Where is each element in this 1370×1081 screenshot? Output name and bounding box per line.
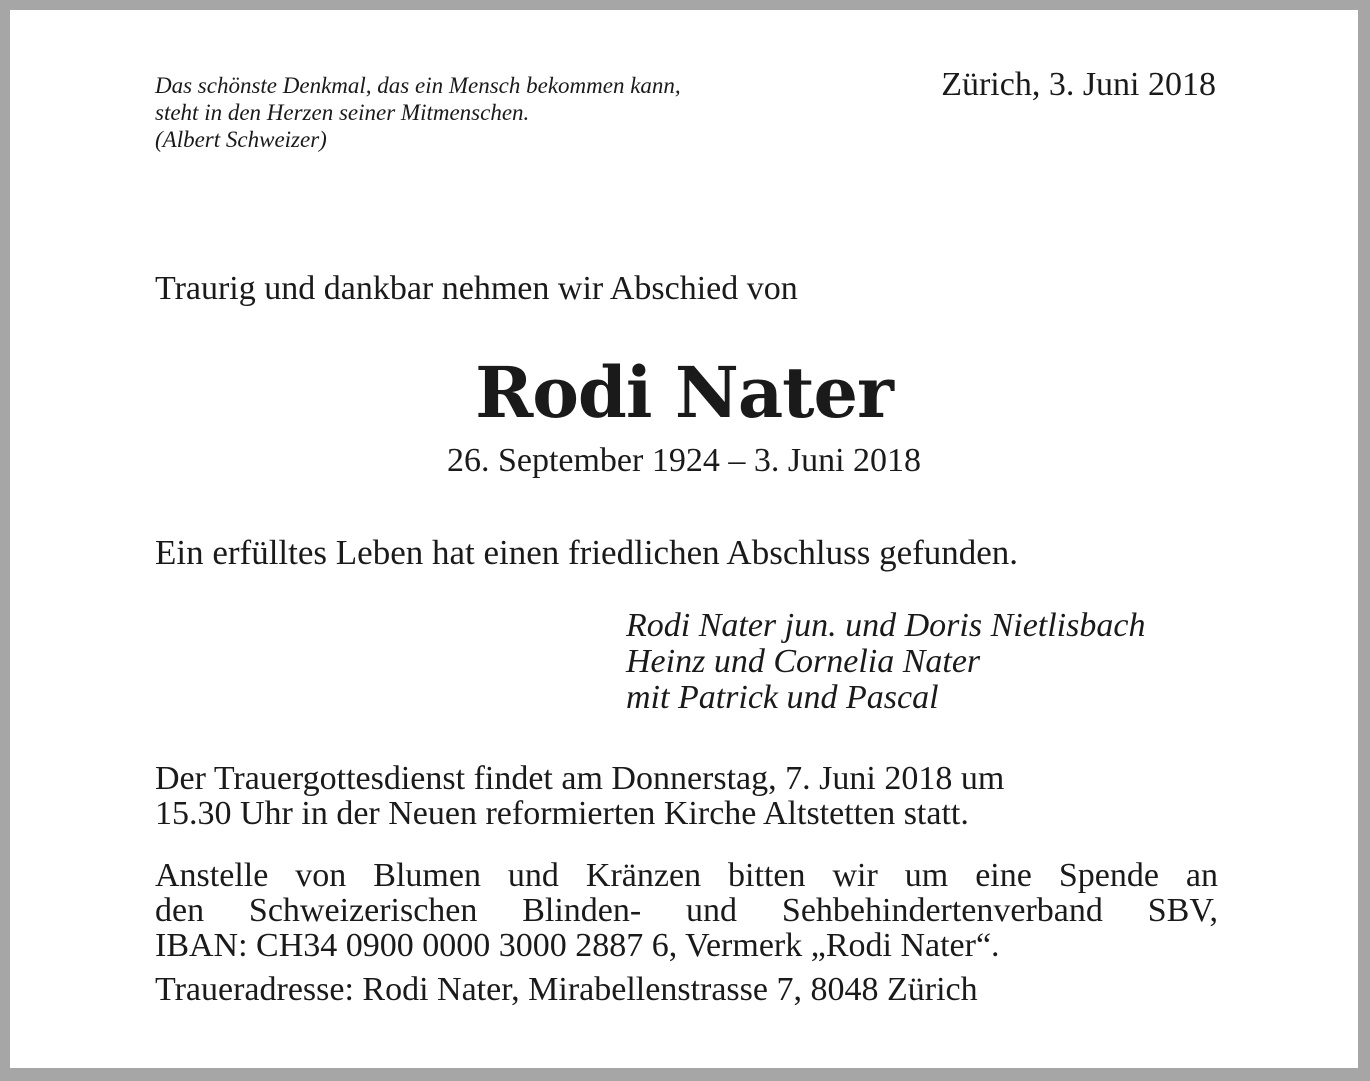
service-line: 15.30 Uhr in der Neuen reformierten Kirche Altstetten statt.	[155, 795, 969, 832]
mourner-line: Heinz und Cornelia Nater	[626, 643, 981, 680]
mourning-address	[155, 972, 1218, 1007]
life-dates: 26. September 1924 – 3. Juni 2018	[446, 442, 922, 479]
life-statement: Ein erfülltes Leben hat einen friedlichen Abschluss gefunden.	[155, 533, 1019, 572]
address-line: Traueradresse: Rodi Nater, Mirabellenstrasse 7, 8048 Zürich	[155, 971, 978, 1008]
memorial-quote	[155, 72, 855, 153]
place-date: Zürich, 3. Juni 2018	[941, 66, 1216, 103]
mourner-line: mit Patrick und Pascal	[626, 679, 939, 716]
mourners-list	[626, 608, 1145, 716]
donation-line: Anstelle von Blumen und Kränzen bitten wir um eine Spende an	[155, 857, 1218, 894]
quote-line: Das schönste Denkmal, das ein Mensch bekommen kann,	[155, 73, 681, 98]
donation-line: IBAN: CH34 0900 0000 3000 2887 6, Vermerk „Rodi Nater“.	[155, 927, 1000, 964]
deceased-name: Rodi Nater	[475, 351, 893, 434]
donation-info	[155, 858, 1218, 963]
quote-line: steht in den Herzen seiner Mitmenschen.	[155, 100, 530, 125]
service-line: Der Trauergottesdienst findet am Donnerstag, 7. Juni 2018 um	[155, 760, 1005, 797]
donation-line: den Schweizerischen Blinden- und Sehbehindertenverband SBV,	[155, 892, 1218, 929]
service-info	[155, 761, 1218, 831]
obituary-page	[10, 10, 1358, 1068]
mourner-line: Rodi Nater jun. und Doris Nietlisbach	[626, 607, 1146, 644]
intro-text: Traurig und dankbar nehmen wir Abschied von	[155, 270, 798, 307]
quote-author: (Albert Schweizer)	[155, 127, 327, 152]
